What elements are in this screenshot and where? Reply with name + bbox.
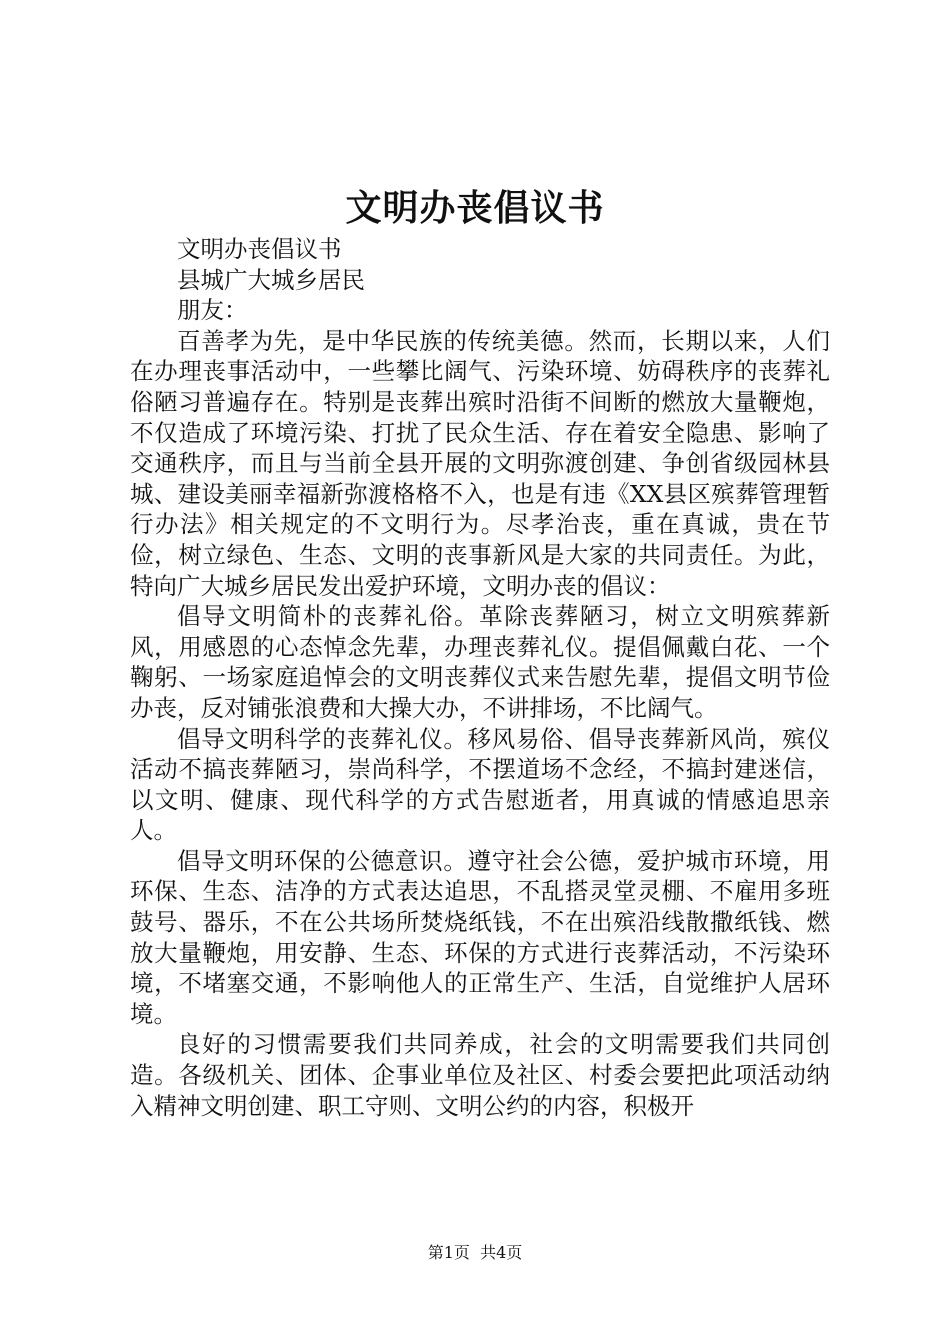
paragraph-proposal-1: 倡导文明简朴的丧葬礼俗。革除丧葬陋习，树立文明殡葬新风，用感恩的心态悼念先辈，办理丧葬礼仪。提倡佩戴白花、一个鞠躬、一场家庭追悼会的文明丧葬仪式来告慰先辈，提倡文明节俭办丧，反对铺张浪费和大操大办，不讲排场，不比阔气。 [130,602,830,722]
paragraph-proposal-3: 倡导文明环保的公德意识。遵守社会公德，爱护城市环境，用环保、生态、洁净的方式表达追思，不乱搭灵堂灵棚、不雇用多班鼓号、器乐，不在公共场所焚烧纸钱，不在出殡沿线散撒纸钱、燃放大量鞭炮，用安静、生态、环保的方式进行丧葬活动，不污染环境，不堵塞交通，不影响他人的正常生产、生活，自觉维护人居环境。 [130,846,830,1028]
paragraph-intro: 百善孝为先，是中华民族的传统美德。然而，长期以来，人们在办理丧事活动中，一些攀比阔气、污染环境、妨碍秩序的丧葬礼俗陋习普遍存在。特别是丧葬出殡时沿街不间断的燃放大量鞭炮，不仅造成了环境污染、打扰了民众生活、存在着安全隐患、影响了交通秩序，而且与当前全县开展的文明弥渡创建、争创省级园林县城、建设美丽幸福新弥渡格格不入，也是有违《XX县区殡葬管理暂行办法》相关规定的不文明行为。尽孝治丧，重在真诚，贵在节俭，树立绿色、生态、文明的丧事新风是大家的共同责任。为此，特向广大城乡居民发出爱护环境，文明办丧的倡议： [130,326,830,600]
document-body [130,234,830,1121]
paragraph-salutation: 朋友： [177,296,248,325]
paragraph-heading-repeat: 文明办丧倡议书 [177,235,342,263]
paragraph-proposal-2: 倡导文明科学的丧葬礼仪。移风易俗、倡导丧葬新风尚，殡仪活动不搞丧葬陋习，崇尚科学，不摆道场不念经，不搞封建迷信，以文明、健康、现代科学的方式告慰逝者，用真诚的情感追思亲人。 [130,724,830,845]
paragraph-closing: 良好的习惯需要我们共同养成，社会的文明需要我们共同创造。各级机关、团体、企事业单位及社区、村委会要把此项活动纳入精神文明创建、职工守则、文明公约的内容，积极开 [130,1030,830,1120]
page-total: 共4页 [480,1243,523,1262]
page-footer [0,1242,950,1264]
paragraph-addressee: 县城广大城乡居民 [177,265,365,294]
document-title: 文明办丧倡议书 [345,187,605,229]
page-number: 第1页 [427,1243,470,1262]
